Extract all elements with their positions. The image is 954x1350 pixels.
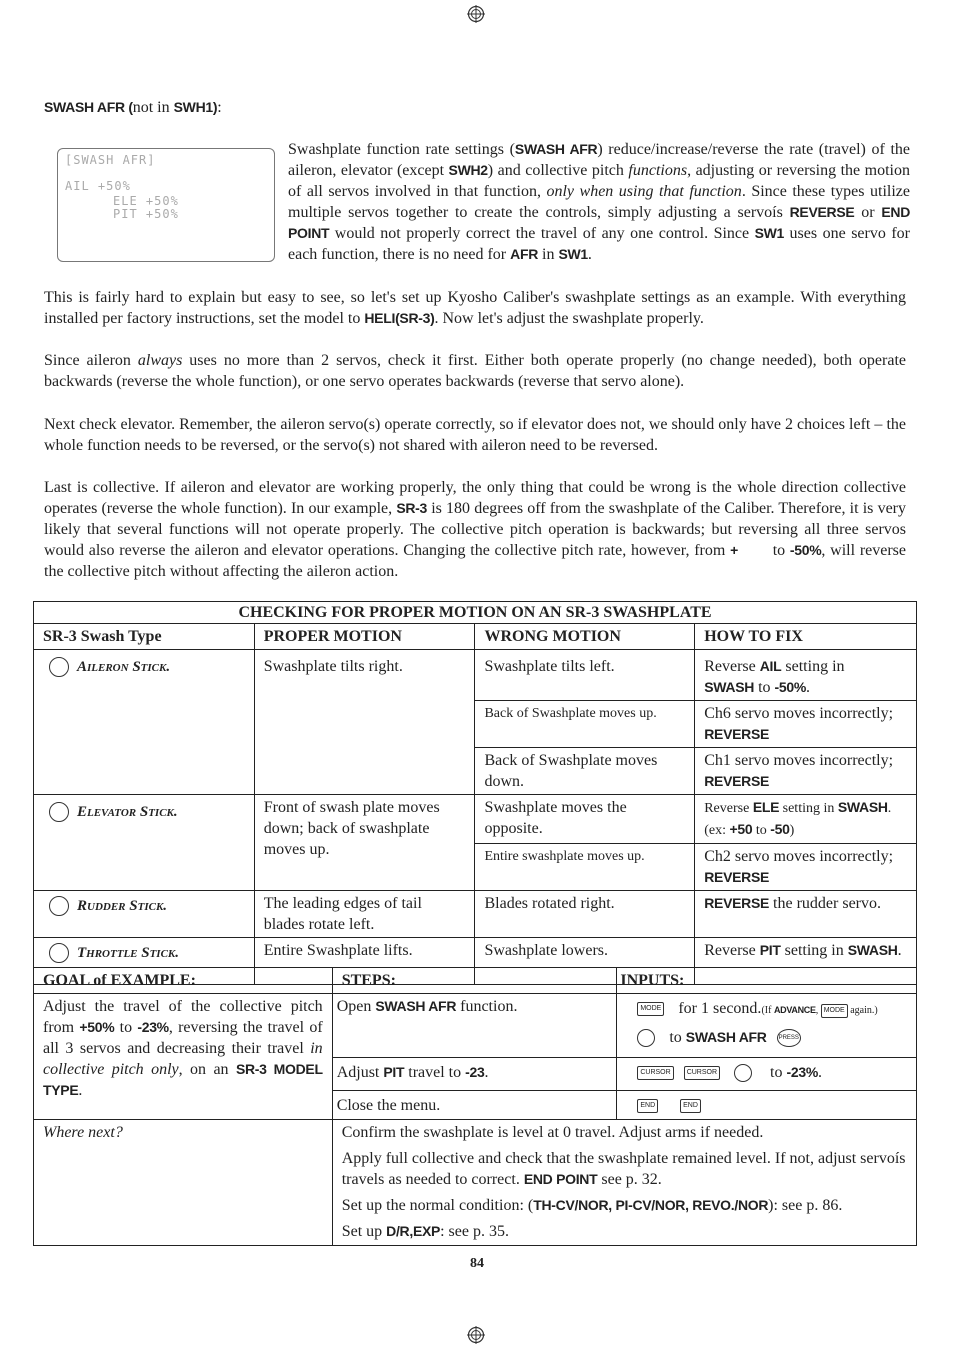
proper-motion-cell: The leading edges of tail blades rotate left. [254,891,475,938]
table-row [34,891,917,938]
table-title: CHECKING FOR PROPER MOTION ON AN SR-3 SWASHPLATE [34,602,917,624]
step-cell: Open SWASH AFR function. [332,994,617,1058]
step-cell: Close the menu. [332,1091,617,1120]
next-step: Confirm the swashplate is level at 0 travel. Adjust arms if needed. [341,1124,764,1141]
cursor-down-key-icon: CURSOR [684,1066,720,1080]
column-header: GOAL of EXAMPLE: [34,968,333,994]
column-header: STEPS: [332,968,617,994]
mode-key-icon: MODE [821,1004,848,1018]
fix-cell: Ch2 servo moves incorrectly; REVERSE [695,844,917,891]
table-row [34,795,917,844]
wrong-motion-cell: Swashplate moves the opposite. [475,795,695,844]
lcd-screen [57,148,275,262]
proper-motion-cell: Swashplate tilts right. [254,650,475,795]
wrong-motion-cell: Back of Swashplate moves up. [475,701,695,748]
input-cell: CURSOR CURSOR to -23%. [617,1058,917,1091]
input-cell: MODE for 1 second.(If ADVANCE, MODE again.) to SWASH AFR PRESS [617,994,917,1058]
paragraph-example: This is fairly hard to explain but easy to see, so let's set up Kyosho Caliber's swashplate settings as an example. With everything installed per factory instructions, set the model to HELI(SR-3). Now let's adjust the swashplate properly. [44,289,906,327]
column-header: WRONG MOTION [475,624,695,650]
page-number: 84 [470,1256,484,1271]
step-cell: Adjust PIT travel to -23. [332,1058,617,1091]
dial-icon [734,1064,752,1082]
input-cell [617,1091,917,1120]
proper-motion-cell: Front of swash plate moves down; back of swashplate moves up. [254,795,475,891]
table-row [34,1120,917,1246]
section-title: SWASH AFR (not in SWH1): [44,99,222,116]
next-step: Set up the normal condition: (TH-CV/NOR, PI-CV/NOR, REVO./NOR): see p. 86. [341,1197,843,1214]
cursor-down-key-icon: CURSOR [637,1066,673,1080]
fix-cell: Reverse PIT setting in SWASH. [695,938,917,985]
elevator-stick-icon [49,802,69,822]
lcd-line: AIL +50% [65,179,131,193]
intro-paragraph: Swashplate function rate settings (SWASH AFR) reduce/increase/reverse the rate (travel) of the aileron, elevator (except SWH2) and collective pitch functions, adjusting or reversing the motion of all servos involved in that function, only when using that function. Since these types utilize multiple servos together to create the controls, simply adjusting a servoís REVERSE or END POINT would not properly correct the travel of any one control. Since SW1 uses one servo for each function, there is no need for AFR in SW1. [288,141,911,263]
paragraph-aileron: Since aileron always uses no more than 2 servos, check it first. Either both operate properly (no change needed), both operate backwards (reverse the whole function), or one servo operates backwards (reverse that servo alone). [44,352,907,390]
next-steps-cell [332,1120,916,1246]
motion-check-table [33,601,917,985]
lcd-line: PIT +50% [113,207,179,221]
column-header: INPUTS: [617,968,917,994]
wrong-motion-cell: Entire swashplate moves up. [475,844,695,891]
mode-key-icon: MODE [637,1002,664,1016]
swash-type-cell: Aileron Stick. [34,650,255,795]
fix-cell: Ch6 servo moves incorrectly; REVERSE [695,701,917,748]
lcd-line: [SWASH AFR] [65,153,156,167]
dial-icon [637,1029,655,1047]
table-row [34,650,917,701]
next-step: Set up D/R,EXP: see p. 35. [341,1223,509,1240]
paragraph-elevator: Next check elevator. Remember, the aileron servo(s) operate correctly, so if elevator does not, we should only have 2 choices left – the whole function needs to be reversed, or the servo(s) not shared with aileron need to be reversed. [44,416,906,454]
registration-mark-icon [467,5,485,23]
wrong-motion-cell: Swashplate lowers. [475,938,695,985]
column-header: HOW TO FIX [695,624,917,650]
end-key-icon: END [637,1099,658,1113]
wrong-motion-cell: Back of Swashplate moves down. [475,748,695,795]
wrong-motion-cell: Swashplate tilts left. [475,650,695,701]
lcd-line: ELE +50% [113,194,179,208]
wrong-motion-cell: Blades rotated right. [475,891,695,938]
fix-cell: Reverse ELE setting in SWASH. (ex: +50 to -50) [695,795,917,844]
column-header: SR-3 Swash Type [34,624,255,650]
swash-type-cell: Rudder Stick. [34,891,255,938]
aileron-stick-icon [49,657,69,677]
fix-cell: Ch1 servo moves incorrectly; REVERSE [695,748,917,795]
fix-cell: Reverse AIL setting in SWASH to -50%. [695,650,917,701]
rudder-stick-icon [49,896,69,916]
goal-cell: Adjust the travel of the collective pitch from +50% to -23%, reversing the travel of all 3 servos and decreasing their travel in collective pitch only, on an SR-3 MODEL TYPE. [34,994,333,1120]
paragraph-collective: Last is collective. If aileron and elevator are working properly, the only thing that could be wrong is the whole direction collective operates (reverse the whole function). In our example, SR-3 is 180 degrees off from the swashplate of the Caliber. Therefore, it is very likely that several functions will not operate properly. The collective pitch operation is backwards; but reversing all three servos would also reverse the aileron and elevator operations. Changing the collective pitch rate, however, from + to -50%, will reverse the collective pitch without affecting the aileron action. [44,479,907,580]
swash-type-cell: Elevator Stick. [34,795,255,891]
column-header: PROPER MOTION [254,624,475,650]
press-icon: PRESS [777,1029,801,1047]
registration-mark-icon [467,1326,485,1344]
proper-motion-cell: Entire Swashplate lifts. [254,938,475,985]
example-table [33,967,917,1246]
next-step: Apply full collective and check that the swashplate remained level. If not, adjust servoís travels as needed to correct. END POINT see p. 32. [341,1150,906,1188]
throttle-stick-icon [49,943,69,963]
end-key-icon: END [680,1099,701,1113]
where-next-label: Where next? [34,1120,333,1246]
table-row [34,994,917,1058]
fix-cell: REVERSE the rudder servo. [695,891,917,938]
swash-type-cell: Throttle Stick. [34,938,255,985]
